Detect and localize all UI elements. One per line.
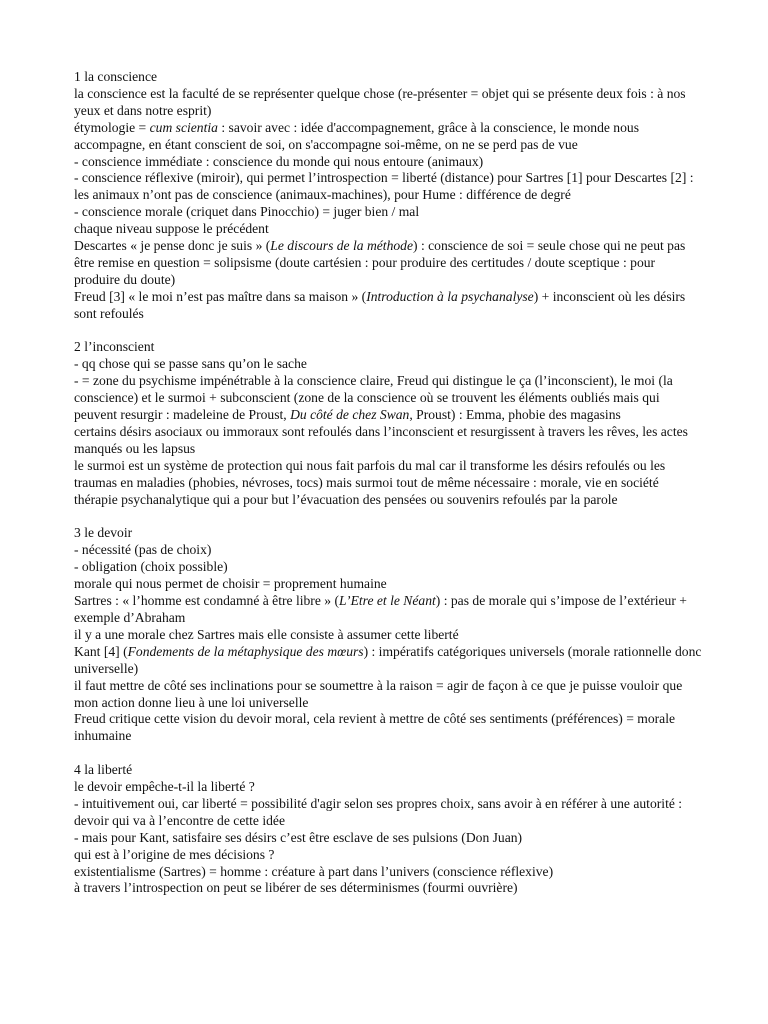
paragraph <box>74 880 704 897</box>
text-run: ) + inconscient où les désirs sont refoulés <box>74 288 686 321</box>
text-run: - obligation (choix possible) <box>74 559 228 575</box>
paragraph <box>74 458 704 492</box>
text-run: ) : pas de morale qui s’impose de l’extérieur + exemple d’Abraham <box>74 593 687 625</box>
paragraph <box>74 120 704 154</box>
text-run: Kant [4] ( <box>74 643 128 659</box>
italic-title: Fondements de la métaphysique des mœurs <box>127 643 364 659</box>
text-run: à travers l’introspection on peut se libérer de ses déterminismes (fourmi ouvrière) <box>74 880 518 896</box>
section-liberte <box>74 762 704 897</box>
paragraph <box>74 238 704 289</box>
text-run: Freud critique cette vision du devoir moral, cela revient à mettre de côté ses sentiments (préférences) = morale inhumaine <box>74 711 676 744</box>
paragraph <box>74 593 704 627</box>
paragraph <box>74 492 704 509</box>
paragraph <box>74 847 704 864</box>
paragraph <box>74 289 704 323</box>
paragraph <box>74 864 704 881</box>
paragraph <box>74 644 704 678</box>
italic-title: Le discours de la méthode <box>270 238 414 254</box>
italic-title: cum scientia <box>149 119 218 135</box>
section-spacer <box>74 509 704 526</box>
text-run: il faut mettre de côté ses inclinations pour se soumettre à la raison = agir de façon à ce que je puisse vouloir que mon action donne lieu à une loi universelle <box>74 677 683 710</box>
paragraph <box>74 542 704 559</box>
text-run: 2 l’inconscient <box>74 339 155 355</box>
text-run: : savoir avec : idée d'accompagnement, grâce à la conscience, le monde nous accompagne, en étant conscient de soi, on s'accompagne soi-même, on ne se perd pas de vue <box>74 119 639 152</box>
section-devoir <box>74 525 704 745</box>
text-run: Sartres : « l’homme est condamné à être libre » ( <box>74 593 339 609</box>
text-run: la conscience est la faculté de se représenter quelque chose (re-présenter = objet qui se présente deux fois : à nos yeux et dans notre esprit) <box>74 85 686 118</box>
text-run: chaque niveau suppose le précédent <box>74 221 269 237</box>
document-page <box>74 69 704 897</box>
paragraph <box>74 154 704 171</box>
text-run: - conscience immédiate : conscience du monde qui nous entoure (animaux) <box>74 153 484 169</box>
section-spacer <box>74 745 704 762</box>
text-run: existentialisme (Sartres) = homme : créature à part dans l’univers (conscience réflexive) <box>74 863 554 879</box>
text-run: , Proust) : Emma, phobie des magasins <box>409 407 621 423</box>
paragraph <box>74 559 704 576</box>
text-run: - mais pour Kant, satisfaire ses désirs c’est être esclave de ses pulsions (Don Juan) <box>74 829 523 845</box>
text-run: thérapie psychanalytique qui a pour but l’évacuation des pensées ou souvenirs refoulés par la parole <box>74 491 618 507</box>
text-run: morale qui nous permet de choisir = proprement humaine <box>74 576 387 592</box>
paragraph <box>74 796 704 830</box>
section-heading <box>74 525 704 542</box>
italic-title: L’Etre et le Néant <box>339 593 436 609</box>
italic-title: Introduction à la psychanalyse <box>366 288 534 304</box>
paragraph <box>74 678 704 712</box>
text-run: le surmoi est un système de protection qui nous fait parfois du mal car il transforme les désirs refoulés ou les traumas en maladies (phobies, névroses, tocs) mais surmoi tout de même nécessaire : morale, vie en société <box>74 457 666 490</box>
paragraph <box>74 170 704 204</box>
paragraph <box>74 221 704 238</box>
paragraph <box>74 356 704 373</box>
text-run: - intuitivement oui, car liberté = possibilité d'agir selon ses propres choix, sans avoir à en référer à une autorité : devoir qui va à l’encontre de cette idée <box>74 795 683 828</box>
text-run: 3 le devoir <box>74 525 133 541</box>
text-run: 4 la liberté <box>74 762 133 778</box>
paragraph <box>74 711 704 745</box>
text-run: qui est à l’origine de mes décisions ? <box>74 846 275 862</box>
paragraph <box>74 830 704 847</box>
text-run: Descartes « je pense donc je suis » ( <box>74 238 271 254</box>
paragraph <box>74 86 704 120</box>
text-run: le devoir empêche-t-il la liberté ? <box>74 779 255 795</box>
paragraph <box>74 779 704 796</box>
text-run: Freud [3] « le moi n’est pas maître dans sa maison » ( <box>74 288 367 304</box>
section-conscience <box>74 69 704 323</box>
paragraph <box>74 627 704 644</box>
text-run: ) : impératifs catégoriques universels (morale rationnelle donc universelle) <box>74 643 702 676</box>
section-heading <box>74 69 704 86</box>
paragraph <box>74 424 704 458</box>
section-heading <box>74 762 704 779</box>
paragraph <box>74 204 704 221</box>
paragraph <box>74 373 704 424</box>
text-run: - nécessité (pas de choix) <box>74 542 212 558</box>
text-run: certains désirs asociaux ou immoraux sont refoulés dans l’inconscient et resurgissent à travers les rêves, les actes manqués ou les lapsus <box>74 424 688 456</box>
italic-title: Du côté de chez Swan <box>290 407 410 423</box>
section-heading <box>74 339 704 356</box>
text-run: étymologie = <box>74 119 150 135</box>
text-run: - conscience morale (criquet dans Pinocchio) = juger bien / mal <box>74 204 420 220</box>
paragraph <box>74 576 704 593</box>
text-run: - qq chose qui se passe sans qu’on le sache <box>74 356 307 372</box>
text-run: ) : conscience de soi = seule chose qui ne peut pas être remise en question = solipsisme (doute cartésien : pour produire des certitudes / doute sceptique : pour produire du doute) <box>74 238 686 287</box>
text-run: - = zone du psychisme impénétrable à la conscience claire, Freud qui distingue le ça (l’inconscient), le moi (la conscience) et le surmoi + subconscient (zone de la conscience où se trouvent les éléments oubliés mais qui peuvent resurgir : madeleine de Proust, <box>74 373 673 423</box>
text-run: 1 la conscience <box>74 69 158 84</box>
section-spacer <box>74 323 704 340</box>
text-run: il y a une morale chez Sartres mais elle consiste à assumer cette liberté <box>74 626 459 642</box>
text-run: - conscience réflexive (miroir), qui permet l’introspection = liberté (distance) pour Sartres [1] pour Descartes [2] : les animaux n’ont pas de conscience (animaux-machines), pour Hume : différence de degré <box>74 170 694 203</box>
section-inconscient <box>74 339 704 508</box>
